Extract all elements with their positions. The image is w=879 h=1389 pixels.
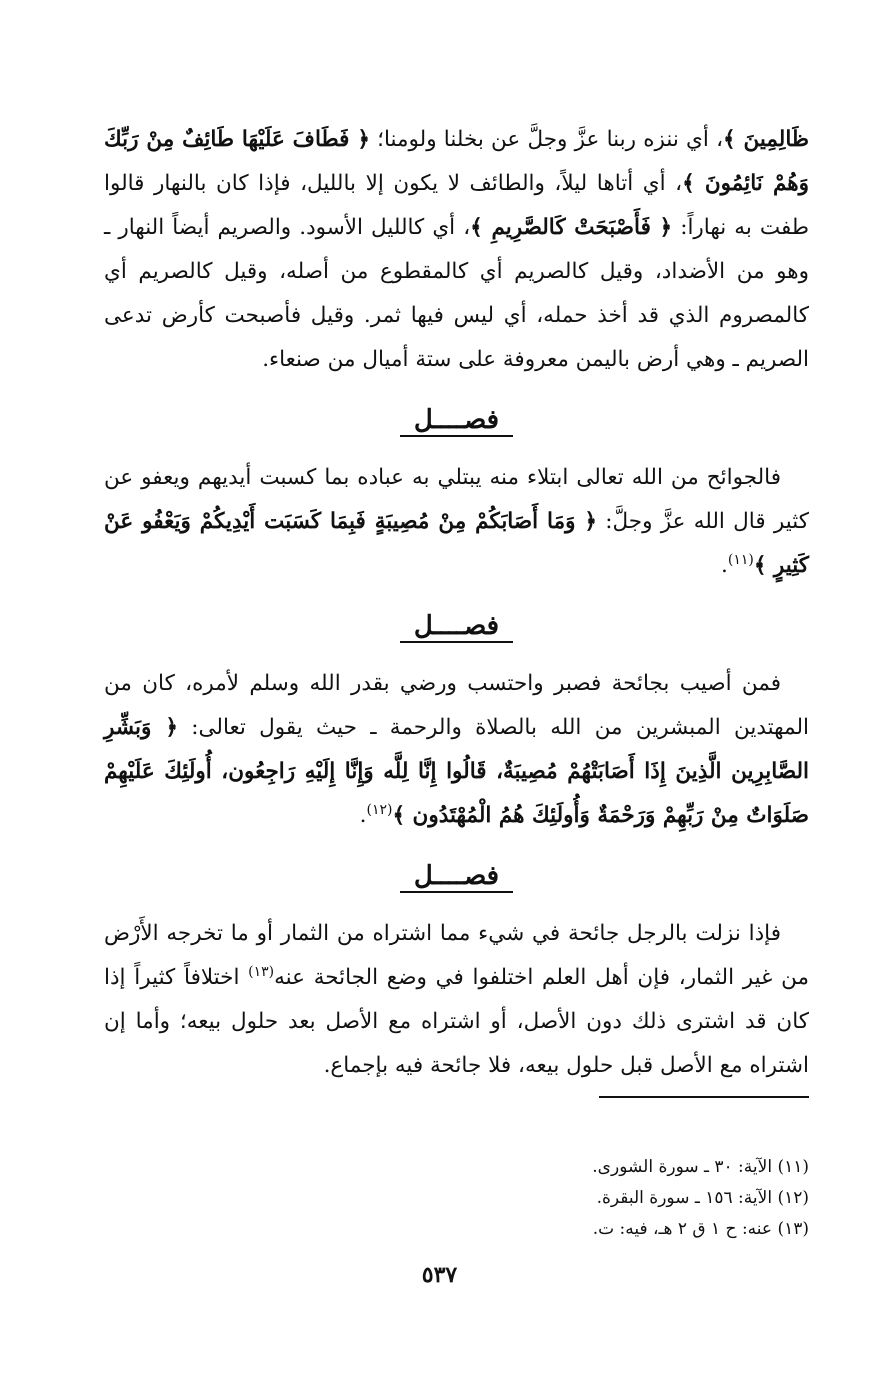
paragraph-3 [104, 662, 809, 838]
page-number: ٥٣٧ [421, 1262, 458, 1288]
footnote-divider [599, 1096, 809, 1098]
section-heading-1: فصــــل [104, 398, 809, 442]
section-heading-3: فصــــل [104, 854, 809, 898]
footnote: (١١) الآية: ٣٠ ـ سورة الشورى. [592, 1157, 809, 1177]
footnote-ref: (١٢) [366, 801, 393, 818]
body-text: ، أي أتاها ليلاً، والطائف لا يكون إلا بالليل، فإذا كان بالنهار قالوا طفت به نهاراً: [104, 171, 809, 240]
paragraph-2 [104, 456, 809, 588]
body-text: فمن أصيب بجائحة فصبر واحتسب ورضي بقدر الله وسلم لأمره، كان من المهتدين المبشرين من الله بالصلاة والرحمة ـ حيث يقول تعالى: [104, 671, 809, 740]
section-heading-2: فصــــل [104, 604, 809, 648]
body-text: اختلافاً كثيراً إذا كان قد اشترى ذلك دون الأصل، أو اشتراه مع الأصل بعد حلول بيعه؛ وأما إن اشتراه مع الأصل قبل حلول بيعه، فلا جائحة فيه بإجماع. [104, 965, 809, 1078]
body-text: فالجوائح من الله تعالى ابتلاء منه يبتلي به عباده بما كسبت أيديهم ويعفو عن كثير قال الله عزَّ وجلَّ: [104, 465, 809, 534]
quran-quote: ﴿ فَطَافَ عَلَيْهَا طَائِفٌ مِنْ رَبِّكَ وَهُمْ نَائِمُونَ ﴾ [104, 127, 809, 196]
quran-quote: ﴿ فَأَصْبَحَتْ كَالصَّرِيمِ ﴾ [470, 215, 673, 240]
footnote: (١٢) الآية: ١٥٦ ـ سورة البقرة. [596, 1188, 809, 1208]
main-text [104, 118, 809, 1088]
body-text: فإذا نزلت بالرجل جائحة في شيء مما اشتراه من الثمار أو ما تخرجه الأَرْض من غير الثمار، فإن أهل العلم اختلفوا في وضع الجائحة عنه [104, 921, 809, 990]
paragraph-4 [104, 912, 809, 1088]
quran-quote: ظَالِمِينَ ﴾ [723, 127, 809, 152]
paragraph-1 [104, 118, 809, 382]
footnote-ref: (١١) [727, 551, 754, 568]
body-text: ، أي ننزه ربنا عزَّ وجلَّ عن بخلنا ولومنا؛ [369, 127, 724, 152]
footnote: (١٣) عنه: ح ١ ق ٢ هـ، فيه: ت. [592, 1219, 809, 1239]
footnotes [104, 1152, 809, 1245]
body-text: . [359, 803, 367, 828]
quran-quote: ﴿ وَبَشِّرِ الصَّابِرِين الَّذِينَ إِذَا أَصَابَتْهُمْ مُصِيبَةٌ، قَالُوا إِنَّا لِلَّه وَإِنَّا إِلَيْهِ رَاجِعُون، أُولَئِكَ عَلَيْهِمْ صَلَوَاتٌ مِنْ رَبِّهِمْ وَرَحْمَةٌ وَأُولَئِكَ هُمُ الْمُهْتَدُون ﴾ [104, 715, 809, 828]
footnote-ref: (١٣) [248, 963, 275, 980]
quran-quote: ﴿ وَمَا أَصَابَكُمْ مِنْ مُصِيبَةٍ فَبِمَا كَسَبَت أَيْدِيكُمْ وَيَعْفُو عَنْ كَثِيرٍ ﴾ [104, 509, 809, 578]
body-text: . [721, 553, 728, 578]
body-text: ، أي كالليل الأسود. والصريم أيضاً النهار ـ وهو من الأضداد، وقيل كالصريم أي كالمقطوع من أصله، وقيل كالصريم أي كالمصروم الذي قد أخذ حمله، أي ليس فيها ثمر. وقيل فأصبحت كأرض تدعى الصريم ـ وهي أرض باليمن معروفة على ستة أميال من صنعاء. [104, 215, 809, 372]
